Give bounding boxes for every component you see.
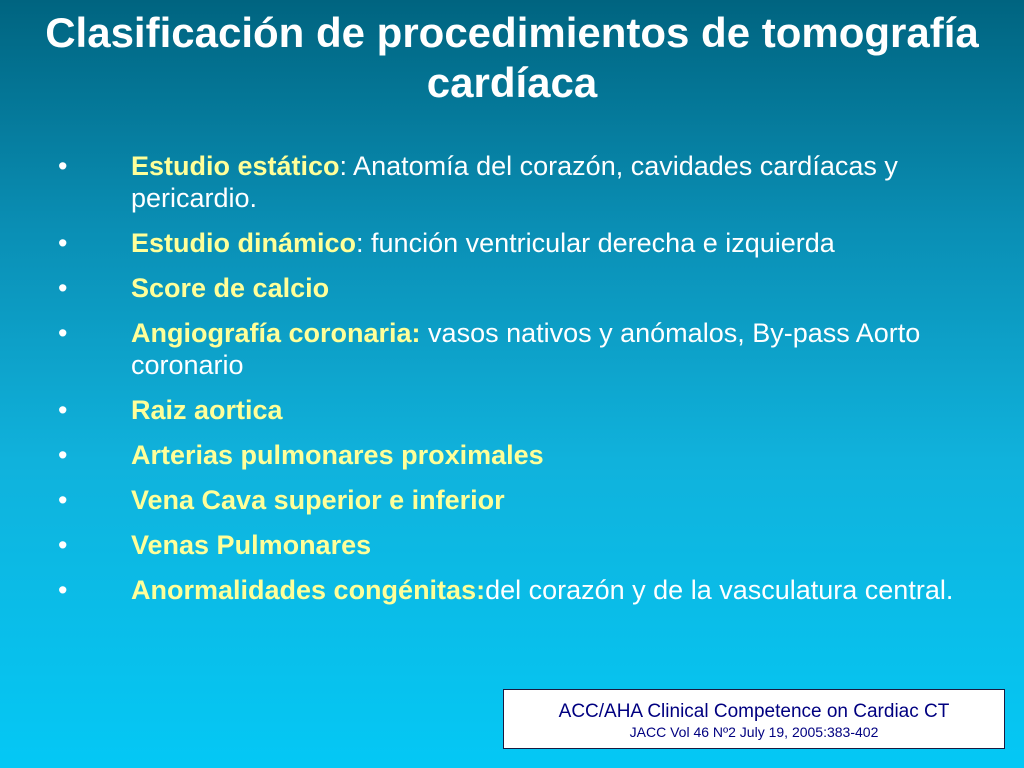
- bullet-list: [58, 150, 958, 619]
- bullet-icon: •: [58, 485, 68, 515]
- bullet-label: Angiografía coronaria:: [131, 318, 421, 348]
- bullet-label: Vena Cava superior e inferior: [131, 485, 505, 515]
- bullet-icon: •: [58, 228, 68, 258]
- bullet-label: Raiz aortica: [131, 395, 283, 425]
- bullet-label: Estudio estático: [131, 151, 340, 181]
- slide-title: Clasificación de procedimientos de tomografía cardíaca: [45, 9, 979, 106]
- bullet-label: Estudio dinámico: [131, 228, 357, 258]
- bullet-item: [58, 439, 958, 471]
- bullet-item: [58, 484, 958, 516]
- bullet-icon: •: [58, 440, 68, 470]
- bullet-text: : función ventricular derecha e izquierda: [356, 228, 835, 258]
- bullet-item: [58, 317, 958, 381]
- bullet-item: [58, 272, 958, 304]
- bullet-text: : Anatomía del corazón, cavidades cardíacas y pericardio.: [131, 151, 898, 213]
- bullet-icon: •: [58, 318, 68, 348]
- reference-box: [503, 689, 1005, 749]
- bullet-text: vasos nativos y anómalos, By-pass Aorto coronario: [131, 318, 921, 380]
- bullet-item: [58, 227, 958, 259]
- bullet-icon: •: [58, 530, 68, 560]
- bullet-label: Venas Pulmonares: [131, 530, 372, 560]
- bullet-icon: •: [58, 395, 68, 425]
- bullet-text: del corazón y de la vasculatura central.: [485, 575, 954, 605]
- reference-citation: JACC Vol 46 Nº2 July 19, 2005:383-402: [629, 724, 879, 740]
- bullet-label: Score de calcio: [131, 273, 330, 303]
- bullet-label: Arterias pulmonares proximales: [131, 440, 544, 470]
- bullet-icon: •: [58, 151, 68, 181]
- reference-title: ACC/AHA Clinical Competence on Cardiac CT: [558, 701, 950, 722]
- bullet-icon: •: [58, 273, 68, 303]
- bullet-label: Anormalidades congénitas:: [131, 575, 486, 605]
- bullet-item: [58, 574, 958, 606]
- bullet-icon: •: [58, 575, 68, 605]
- bullet-item: [58, 150, 958, 214]
- bullet-item: [58, 529, 958, 561]
- bullet-item: [58, 394, 958, 426]
